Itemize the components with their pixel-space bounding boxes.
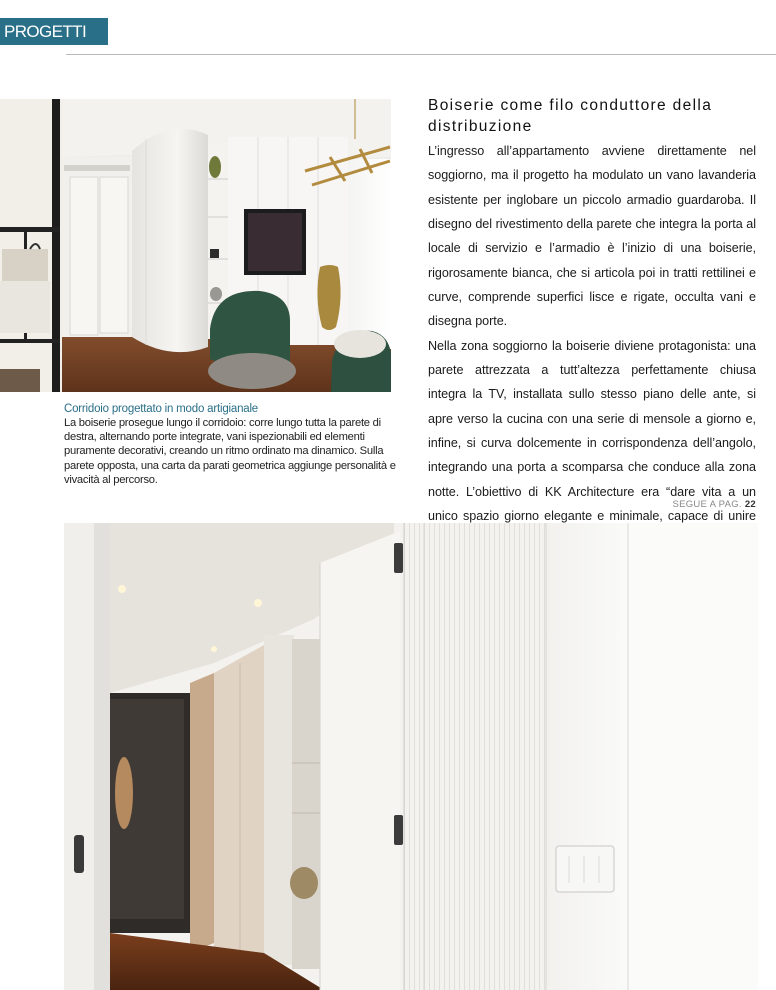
continue-reference — [672, 499, 756, 510]
caption-title: Corridoio progettato in modo artigianale — [64, 403, 259, 415]
corridor-photo — [64, 523, 758, 990]
article-heading: Boiserie come filo conduttore della distribuzione — [428, 97, 713, 135]
continue-label: SEGUE A PAG. — [672, 499, 742, 510]
article-column — [428, 95, 756, 553]
article-paragraph: Nella zona soggiorno la boiserie diviene protagonista: una parete attrezzata a tutt’altezza perfettamente chiusa integra la TV, installata sullo stesso piano delle ante, si apre verso la cucina con una serie di mensole a giorno e, infine, si curva dolcemente in corrispondenza dell’angolo, integrando una porta a scomparsa che conduce alla zona notte. L’obiettivo di KK Architecture era “dare vita a un unico spazio giorno elegante e minimale, capace di unire — [428, 338, 756, 524]
caption-body: La boiserie prosegue lungo il corridoio: corre lungo tutta la parete di destra, alternando porte integrate, vani ispezionabili ed elementi puramente decorativi, creando un ritmo ordinato ma dinamico. Sulla parete opposta, una carta da parati geometrica aggiunge personalità e vivacità al percorso. — [64, 417, 396, 486]
header-divider — [66, 54, 776, 55]
living-room-photo — [0, 99, 391, 392]
section-label: PROGETTI — [0, 18, 108, 45]
photo-caption — [64, 402, 396, 487]
continue-page-number: 22 — [744, 499, 756, 510]
article-paragraph: L’ingresso all’appartamento avviene direttamente nel soggiorno, ma il progetto ha modulato un vano lavanderia esistente per inglobare un piccolo armadio guardaroba. Il disegno del rivestimento della parete che integra la porta al locale di servizio e l’armadio è l’inizio di una boiserie, rigorosamente bianca, che si articola poi in tratti rettilinei e curve, comprende superfici lisce e rigate, occulta vani e disegna porte. — [428, 144, 756, 329]
